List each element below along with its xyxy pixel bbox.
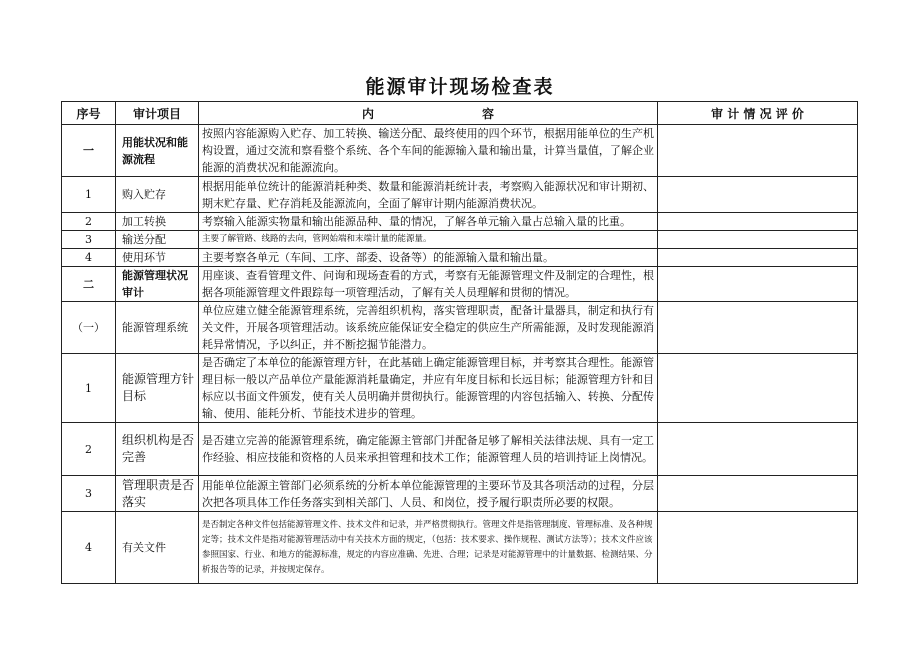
row-content: 按照内容能源购入贮存、加工转换、输送分配、最终使用的四个环节，根据用能单位的生产机构设置，通过交流和察看整个系统、各个车间的能源输入量和输出量，计算当量值，了解企业能源的消费状况和能源流向。 — [199, 125, 658, 177]
row-item: 有关文件 — [116, 512, 199, 584]
row-content: 主要了解管路、线路的去向，管网始端和末端计量的能源量。 — [199, 231, 658, 249]
header-row — [62, 102, 858, 125]
row-item: 用能状况和能源流程 — [116, 125, 199, 177]
row-content: 是否确定了本单位的能源管理方针，在此基础上确定能源管理目标，并考察其合理性。能源管理目标一般以产品单位产量能源消耗量确定，并应有年度目标和长远目标；能源管理方针和目标应以书面文件颁发，使有关人员明确并贯彻执行。能源管理的内容包括输入、转换、分配传输、使用、能耗分析、节能技术进步的管理。 — [199, 354, 658, 423]
row-content: 考察输入能源实物量和输出能源品种、量的情况，了解各单元输入量占总输入量的比重。 — [199, 213, 658, 231]
row-eval[interactable] — [658, 512, 858, 584]
table-row — [62, 512, 858, 584]
row-item: 购入贮存 — [116, 177, 199, 213]
header-eval: 审 计 情 况 评 价 — [658, 102, 858, 125]
row-num: 3 — [62, 231, 116, 249]
row-eval[interactable] — [658, 125, 858, 177]
row-content: 用能单位能源主管部门必须系统的分析本单位能源管理的主要环节及其各项活动的过程，分层次把各项具体工作任务落实到相关部门、人员、和岗位，授予履行职责所必要的权限。 — [199, 476, 658, 512]
header-content: 内 容 — [199, 102, 658, 125]
table-row — [62, 476, 858, 512]
row-num: 2 — [62, 423, 116, 476]
table-row — [62, 213, 858, 231]
row-item: 能源管理方针目标 — [116, 354, 199, 423]
row-num: 1 — [62, 177, 116, 213]
row-item: 使用环节 — [116, 249, 199, 267]
row-num: 4 — [62, 249, 116, 267]
row-num: 1 — [62, 354, 116, 423]
table-row — [62, 423, 858, 476]
row-content: 是否制定各种文件包括能源管理文件、技术文件和记录，并严格贯彻执行。管理文件是指管理制度、管理标准、及各种规定等；技术文件是指对能源管理活动中有关技术方面的规定，（包括：技术要求、操作规程、测试方法等）；技术文件应该参照国家、行业、和地方的能源标准，规定的内容应准确、先进、合理；记录是对能源管理中的计量数据、检测结果、分析报告等的记录，并按规定保存。 — [199, 512, 658, 584]
table-row — [62, 231, 858, 249]
row-eval[interactable] — [658, 302, 858, 354]
row-num: 4 — [62, 512, 116, 584]
table-row — [62, 302, 858, 354]
row-eval[interactable] — [658, 177, 858, 213]
row-num: （一） — [62, 302, 116, 354]
row-item: 组织机构是否完善 — [116, 423, 199, 476]
row-content: 根据用能单位统计的能源消耗种类、数量和能源消耗统计表，考察购入能源状况和审计期初、期末贮存量、贮存消耗及能源流向，全面了解审计期内能源消费状况。 — [199, 177, 658, 213]
row-item: 能源管理状况审计 — [116, 267, 199, 302]
row-item: 能源管理系统 — [116, 302, 199, 354]
table-row — [62, 177, 858, 213]
table-row — [62, 267, 858, 302]
row-eval[interactable] — [658, 231, 858, 249]
table-row — [62, 125, 858, 177]
row-content: 是否建立完善的能源管理系统，确定能源主管部门并配备足够了解相关法律法规、具有一定工作经验、相应技能和资格的人员来承担管理和技术工作；能源管理人员的培训持证上岗情况。 — [199, 423, 658, 476]
row-eval[interactable] — [658, 354, 858, 423]
page-title: 能源审计现场检查表 — [365, 76, 555, 98]
row-content: 单位应建立健全能源管理系统，完善组织机构，落实管理职责，配备计量器具，制定和执行有关文件，开展各项管理活动。该系统应能保证安全稳定的供应生产所需能源，及时发现能源消耗异常情况，予以纠正，并不断挖掘节能潜力。 — [199, 302, 658, 354]
header-item: 审计项目 — [116, 102, 199, 125]
row-num: 3 — [62, 476, 116, 512]
row-eval[interactable] — [658, 267, 858, 302]
table-row — [62, 354, 858, 423]
header-num: 序号 — [62, 102, 116, 125]
row-eval[interactable] — [658, 213, 858, 231]
audit-checklist-table — [61, 101, 858, 584]
row-item: 管理职责是否落实 — [116, 476, 199, 512]
table-row — [62, 249, 858, 267]
row-item: 输送分配 — [116, 231, 199, 249]
row-num: 二 — [62, 267, 116, 302]
row-num: 2 — [62, 213, 116, 231]
row-eval[interactable] — [658, 423, 858, 476]
row-eval[interactable] — [658, 476, 858, 512]
row-eval[interactable] — [658, 249, 858, 267]
row-item: 加工转换 — [116, 213, 199, 231]
row-content: 用座谈、查看管理文件、问询和现场查看的方式，考察有无能源管理文件及制定的合理性，根据各项能源管理文件跟踪每一项管理活动，了解有关人员理解和贯彻的情况。 — [199, 267, 658, 302]
row-num: 一 — [62, 125, 116, 177]
row-content: 主要考察各单元（车间、工序、部委、设备等）的能源输入量和输出量。 — [199, 249, 658, 267]
